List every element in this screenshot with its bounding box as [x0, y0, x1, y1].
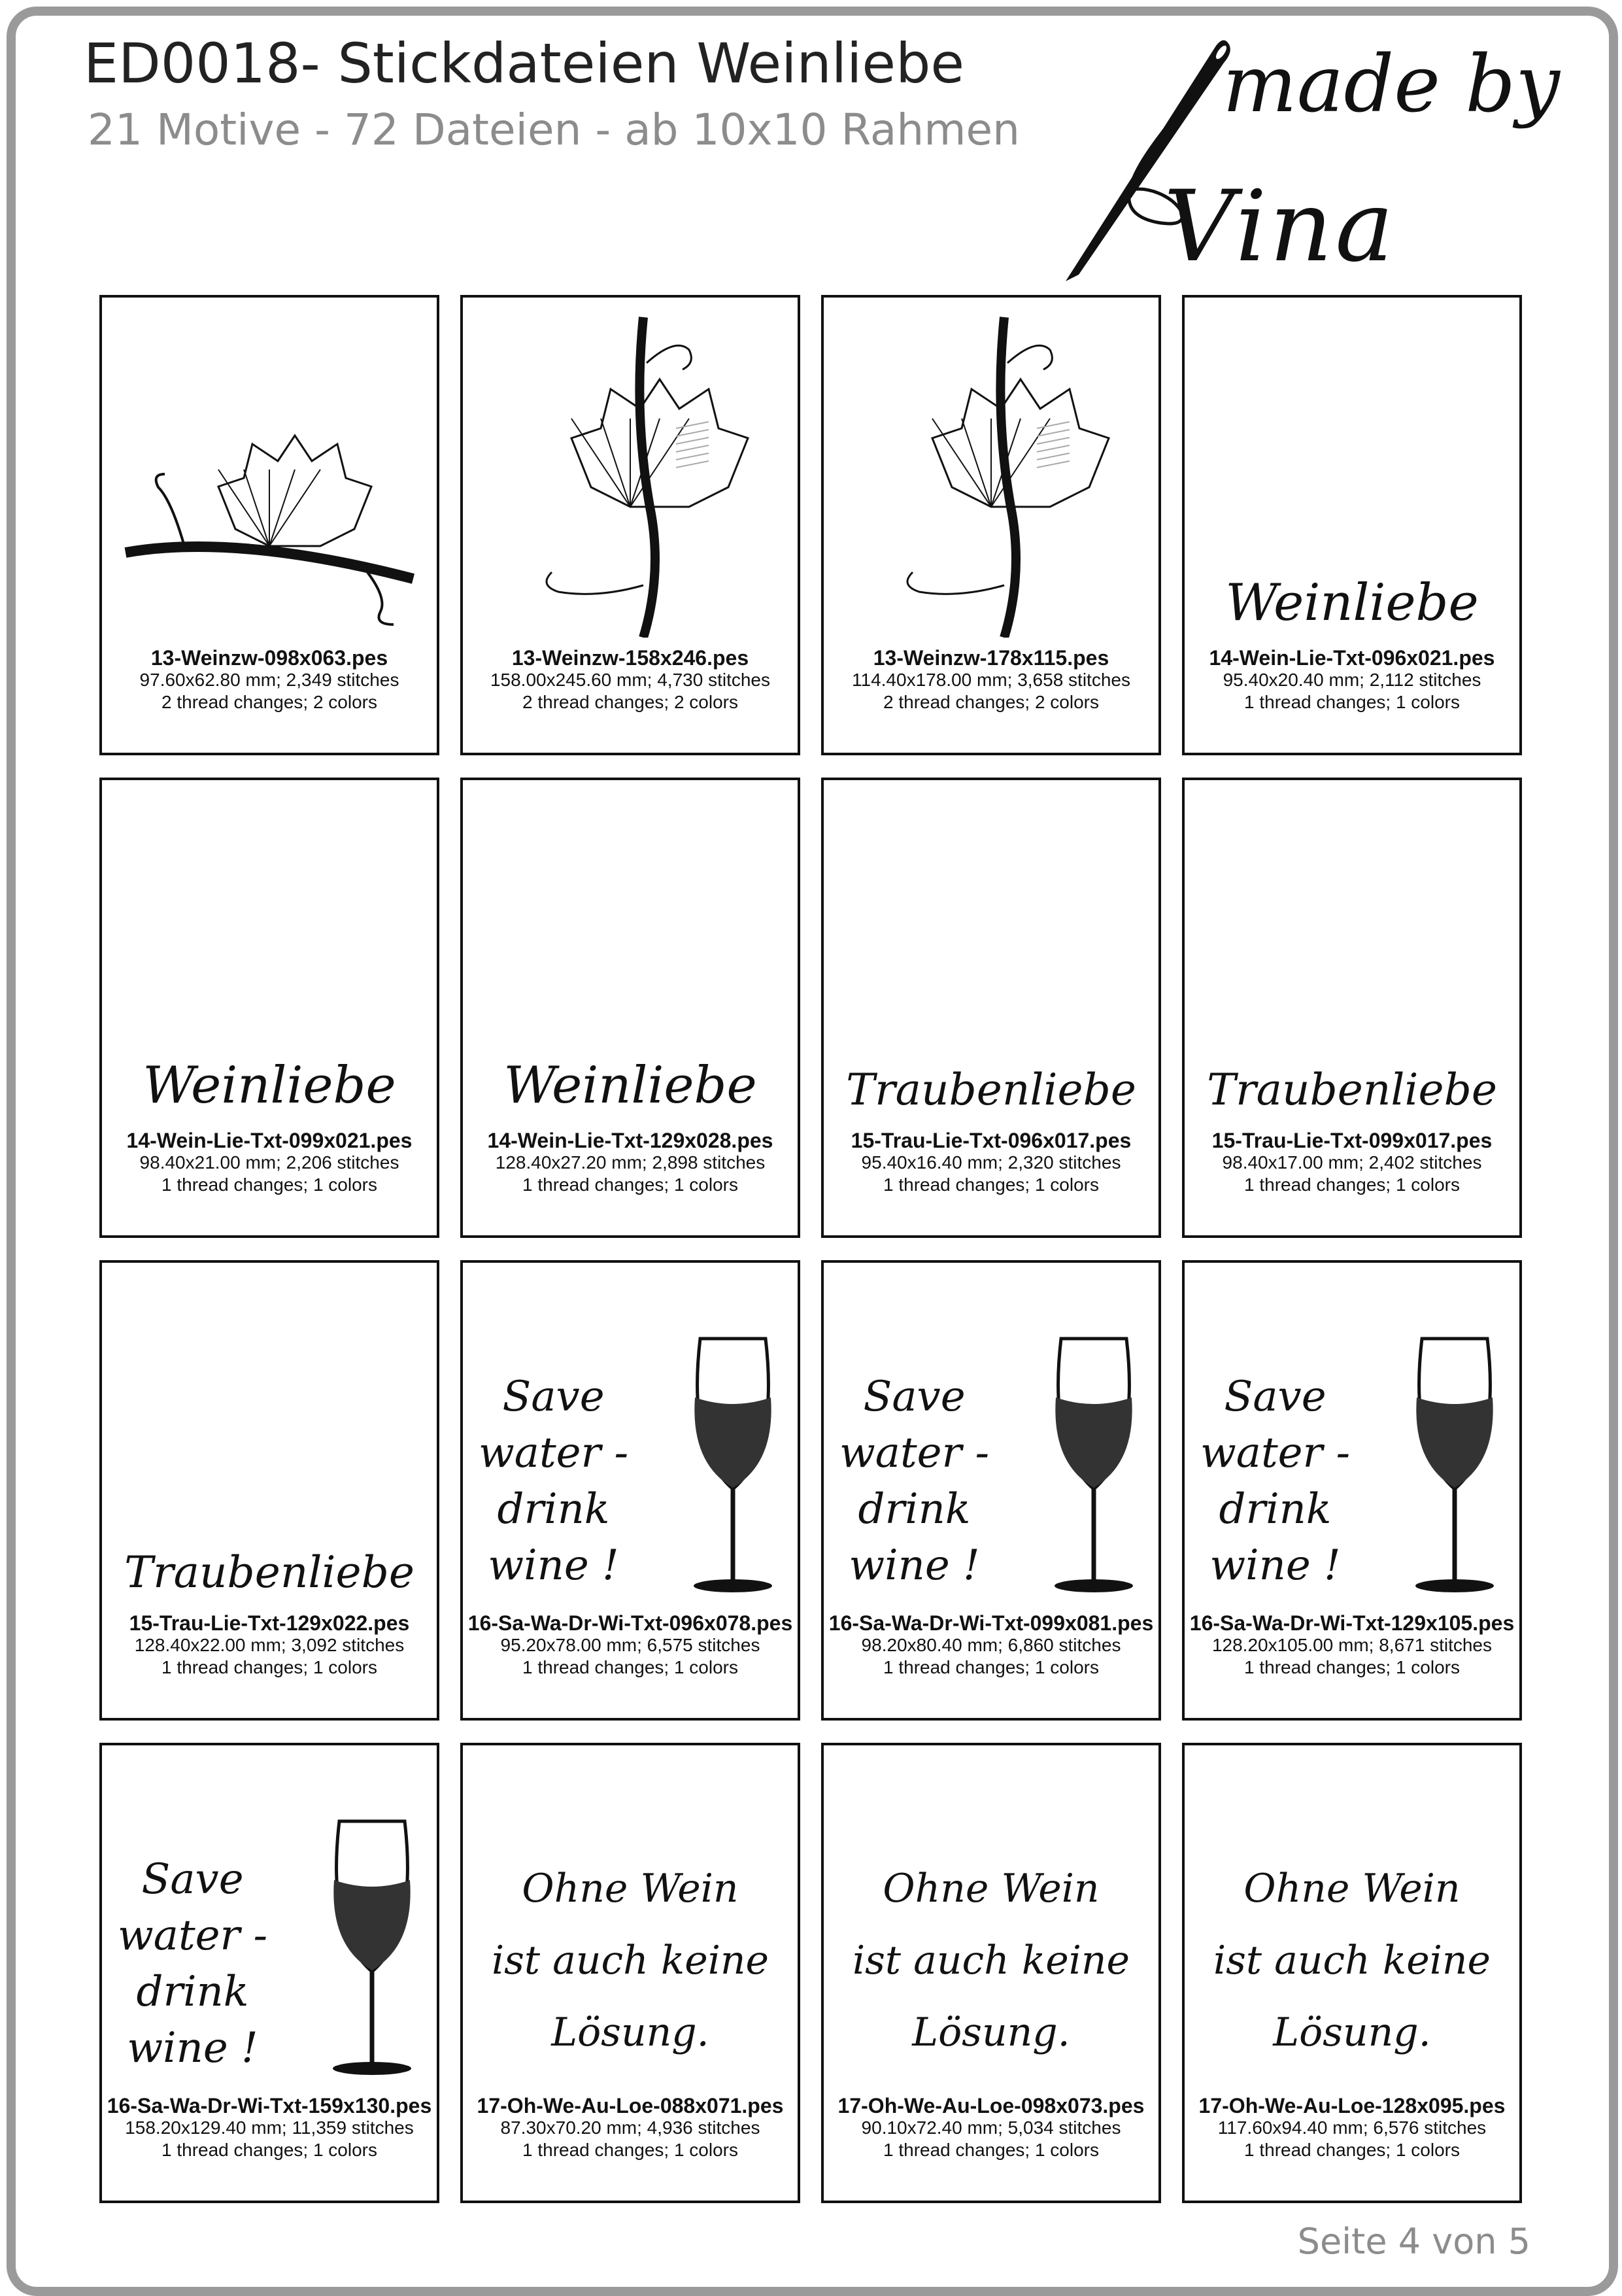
file-info [828, 1129, 1155, 1196]
wine-glass-icon [1406, 1332, 1504, 1594]
motif-text: Traubenliebe [1207, 1065, 1497, 1115]
motif-text-line: drink [136, 1968, 249, 2016]
file-name: 15-Trau-Lie-Txt-096x017.pes [851, 1129, 1132, 1152]
motif-text-line: water - [1200, 1429, 1351, 1477]
motif-text-line: ist auch keine [852, 1938, 1130, 1983]
motif-text-line: Lösung. [912, 2010, 1070, 2055]
motif-grid [99, 295, 1522, 2203]
motif-text-line: Save [502, 1373, 605, 1421]
motif-text-line: water - [839, 1429, 990, 1477]
motif-text-line: water - [118, 1911, 268, 1960]
design-card [821, 295, 1161, 755]
motif-text-line: Lösung. [1273, 2010, 1431, 2055]
motif-text-line: drink [497, 1485, 610, 1534]
motif-text: Weinliebe [503, 1056, 757, 1115]
file-info [106, 647, 433, 713]
file-info [1189, 647, 1515, 713]
file-size: 98.20x80.40 mm; 6,860 stitches [861, 1635, 1121, 1655]
script-text-motif [1185, 780, 1519, 1120]
design-card [1182, 1743, 1522, 2203]
thread-info: 1 thread changes; 1 colors [1244, 1657, 1460, 1677]
page-number: Seite 4 von 5 [1297, 2221, 1530, 2262]
file-size: 117.60x94.40 mm; 6,576 stitches [1217, 2117, 1487, 2138]
design-card [460, 295, 800, 755]
design-card [460, 1260, 800, 1721]
file-name: 16-Sa-Wa-Dr-Wi-Txt-099x081.pes [828, 1611, 1154, 1635]
file-size: 98.40x21.00 mm; 2,206 stitches [139, 1152, 399, 1173]
file-size: 128.20x105.00 mm; 8,671 stitches [1211, 1635, 1493, 1655]
file-info [467, 2095, 794, 2161]
design-card [821, 1260, 1161, 1721]
file-size: 128.40x22.00 mm; 3,092 stitches [134, 1635, 405, 1655]
file-info [467, 1612, 794, 1679]
file-info [106, 1129, 433, 1196]
thread-info: 1 thread changes; 1 colors [522, 1174, 738, 1195]
thread-info: 1 thread changes; 1 colors [1244, 1174, 1460, 1195]
file-info [828, 1612, 1155, 1679]
thread-info: 1 thread changes; 1 colors [883, 2140, 1099, 2160]
file-info [1189, 1612, 1515, 1679]
file-size: 114.40x178.00 mm; 3,658 stitches [852, 670, 1130, 690]
design-card [1182, 295, 1522, 755]
file-info [828, 647, 1155, 713]
thread-info: 1 thread changes; 1 colors [1244, 2140, 1460, 2160]
motif-text-line: Ohne Wein [883, 1866, 1100, 1911]
vine-branch-drawing [467, 311, 794, 638]
wine-glass-icon [323, 1815, 421, 2076]
file-name: 15-Trau-Lie-Txt-099x017.pes [1211, 1129, 1493, 1152]
design-card [99, 1743, 439, 2203]
motif-text: Traubenliebe [846, 1065, 1136, 1115]
design-card [99, 1260, 439, 1721]
file-size: 158.00x245.60 mm; 4,730 stitches [490, 670, 771, 690]
script-text-motif [102, 1263, 437, 1603]
file-info [106, 1612, 433, 1679]
motif-text: Weinliebe [143, 1056, 396, 1115]
thread-info: 1 thread changes; 1 colors [1244, 692, 1460, 712]
script-text-motif [102, 780, 437, 1120]
file-name: 17-Oh-We-Au-Loe-128x095.pes [1198, 2094, 1506, 2117]
script-text-motif [1185, 298, 1519, 638]
file-size: 98.40x17.00 mm; 2,402 stitches [1222, 1152, 1482, 1173]
page-title: ED0018- Stickdateien Weinliebe [84, 31, 965, 95]
thread-info: 2 thread changes; 2 colors [522, 692, 738, 712]
design-card [1182, 778, 1522, 1238]
vine-branch-drawing [106, 389, 433, 638]
design-card [1182, 1260, 1522, 1721]
thread-info: 2 thread changes; 2 colors [883, 692, 1099, 712]
file-name: 16-Sa-Wa-Dr-Wi-Txt-129x105.pes [1189, 1611, 1515, 1635]
motif-text-line: wine ! [1209, 1541, 1341, 1590]
file-name: 16-Sa-Wa-Dr-Wi-Txt-096x078.pes [467, 1611, 793, 1635]
design-card [99, 295, 439, 755]
file-size: 95.40x16.40 mm; 2,320 stitches [861, 1152, 1121, 1173]
thread-info: 1 thread changes; 1 colors [883, 1657, 1099, 1677]
file-info [467, 647, 794, 713]
file-size: 87.30x70.20 mm; 4,936 stitches [500, 2117, 760, 2138]
vine-branch-icon [824, 298, 1158, 638]
motif-text: Traubenliebe [124, 1547, 414, 1598]
wine-glass-motif [463, 1263, 798, 1603]
motif-text-line: water - [479, 1429, 629, 1477]
motif-text-line: wine ! [849, 1541, 980, 1590]
wine-glass-motif [1185, 1263, 1519, 1603]
design-card [821, 778, 1161, 1238]
design-card [460, 1743, 800, 2203]
script-text-motif [824, 780, 1158, 1120]
file-size: 97.60x62.80 mm; 2,349 stitches [139, 670, 399, 690]
design-card [821, 1743, 1161, 2203]
thread-info: 2 thread changes; 2 colors [161, 692, 377, 712]
motif-text-line: Ohne Wein [522, 1866, 739, 1911]
wine-glass-icon [684, 1332, 782, 1594]
file-name: 17-Oh-We-Au-Loe-098x073.pes [837, 2094, 1145, 2117]
thread-info: 1 thread changes; 1 colors [161, 2140, 377, 2160]
file-size: 90.10x72.40 mm; 5,034 stitches [861, 2117, 1121, 2138]
motif-text-line: ist auch keine [1213, 1938, 1491, 1983]
motif-text-line: wine ! [127, 2024, 258, 2072]
logo-made-by: made by [1223, 39, 1560, 130]
wine-glass-motif [824, 1263, 1158, 1603]
motif-text-line: wine ! [488, 1541, 619, 1590]
vine-branch-drawing [828, 311, 1155, 638]
thread-info: 1 thread changes; 1 colors [161, 1174, 377, 1195]
file-name: 16-Sa-Wa-Dr-Wi-Txt-159x130.pes [107, 2094, 432, 2117]
logo-vina: Vina [1164, 170, 1396, 284]
wine-glass-icon [1045, 1332, 1143, 1594]
motif-text-line: drink [1219, 1485, 1332, 1534]
file-name: 13-Weinzw-158x246.pes [511, 646, 749, 670]
thread-info: 1 thread changes; 1 colors [161, 1657, 377, 1677]
thread-info: 1 thread changes; 1 colors [522, 2140, 738, 2160]
thread-info: 1 thread changes; 1 colors [522, 1657, 738, 1677]
motif-text: Weinliebe [1225, 574, 1479, 632]
design-card [99, 778, 439, 1238]
file-size: 95.20x78.00 mm; 6,575 stitches [500, 1635, 760, 1655]
file-size: 95.40x20.40 mm; 2,112 stitches [1223, 670, 1481, 690]
quote-motif [824, 1745, 1158, 2085]
file-name: 15-Trau-Lie-Txt-129x022.pes [129, 1611, 410, 1635]
file-info [467, 1129, 794, 1196]
motif-text-line: Save [141, 1855, 244, 1904]
quote-motif [463, 1745, 798, 2085]
motif-text-line: drink [858, 1485, 971, 1534]
quote-motif [1185, 1745, 1519, 2085]
page-subtitle: 21 Motive - 72 Dateien - ab 10x10 Rahmen [88, 105, 1020, 155]
file-name: 14-Wein-Lie-Txt-096x021.pes [1209, 646, 1495, 670]
file-name: 13-Weinzw-178x115.pes [873, 646, 1109, 670]
file-info [1189, 2095, 1515, 2161]
motif-text-line: Save [1224, 1373, 1326, 1421]
file-name: 13-Weinzw-098x063.pes [150, 646, 388, 670]
file-name: 14-Wein-Lie-Txt-099x021.pes [126, 1129, 413, 1152]
file-size: 128.40x27.20 mm; 2,898 stitches [495, 1152, 766, 1173]
vine-branch-icon [102, 298, 437, 638]
motif-text-line: ist auch keine [491, 1938, 769, 1983]
file-name: 17-Oh-We-Au-Loe-088x071.pes [477, 2094, 784, 2117]
thread-info: 1 thread changes; 1 colors [883, 1174, 1099, 1195]
motif-text-line: Ohne Wein [1243, 1866, 1461, 1911]
file-info [106, 2095, 433, 2161]
file-name: 14-Wein-Lie-Txt-129x028.pes [487, 1129, 773, 1152]
brand-logo [1053, 26, 1560, 288]
script-text-motif [463, 780, 798, 1120]
design-card [460, 778, 800, 1238]
vine-branch-icon [463, 298, 798, 638]
motif-text-line: Save [863, 1373, 966, 1421]
file-size: 158.20x129.40 mm; 11,359 stitches [125, 2117, 414, 2138]
wine-glass-motif [102, 1745, 437, 2085]
file-info [1189, 1129, 1515, 1196]
file-info [828, 2095, 1155, 2161]
motif-text-line: Lösung. [551, 2010, 709, 2055]
